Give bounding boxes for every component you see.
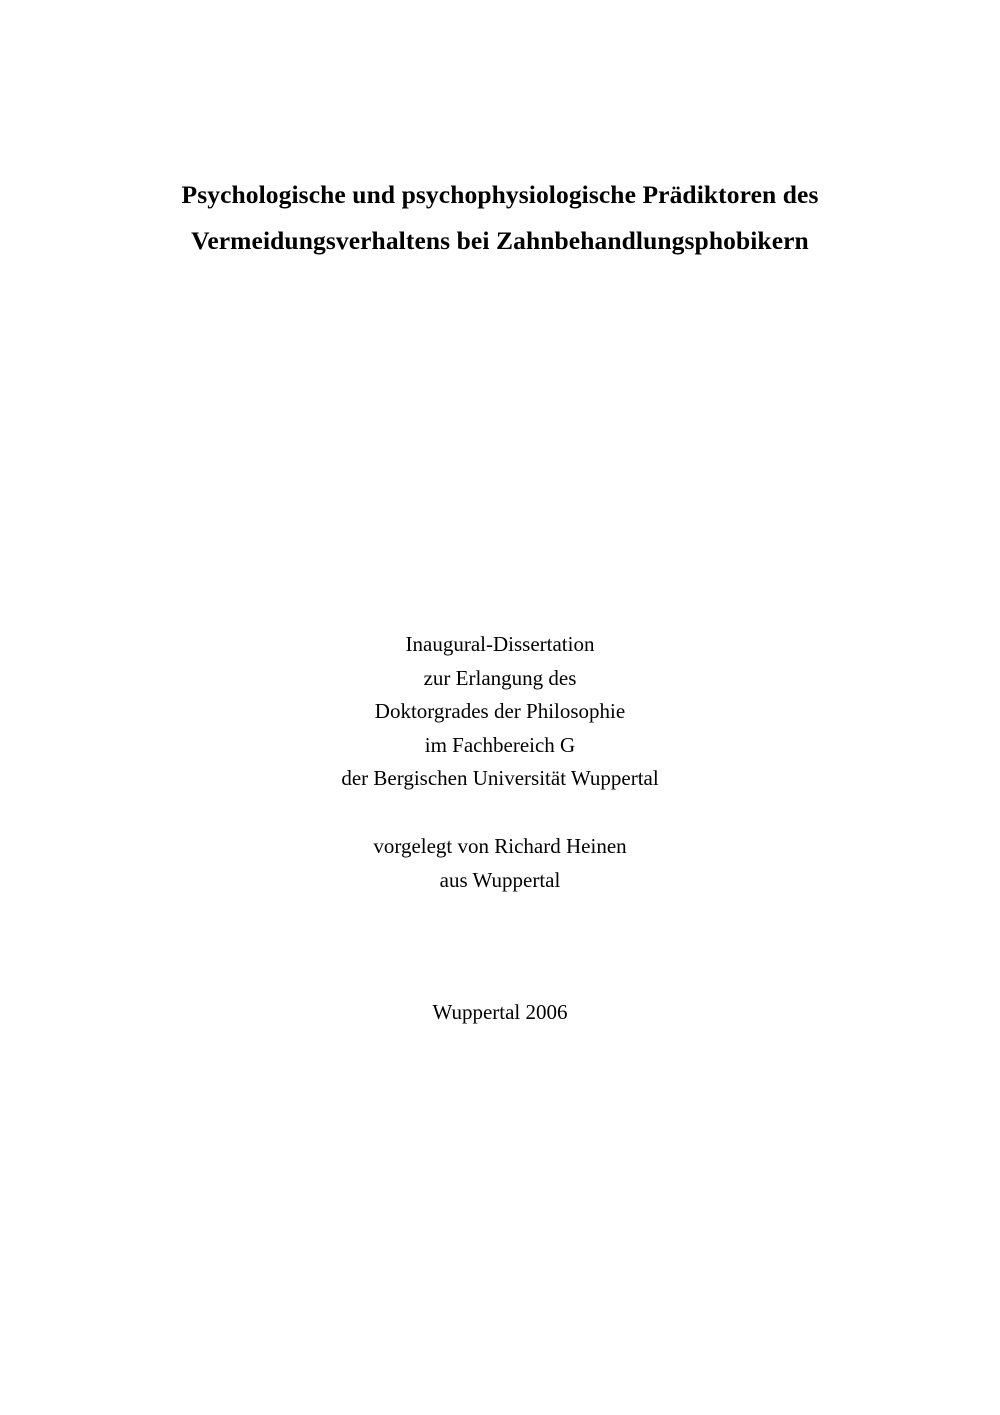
author-statement — [0, 830, 1000, 897]
author-line-1: vorgelegt von Richard Heinen — [373, 834, 627, 858]
author-line-2: aus Wuppertal — [439, 867, 561, 892]
degree-line-4: im Fachbereich G — [424, 732, 576, 757]
degree-statement — [0, 628, 1000, 796]
place-and-year — [0, 996, 1000, 1030]
dissertation-title — [0, 172, 1000, 264]
title-line-1: Psychologische und psychophysiologische Prädiktoren des — [181, 180, 819, 209]
degree-line-3: Doktorgrades der Philosophie — [374, 699, 626, 723]
title-line-2: Vermeidungsverhaltens bei Zahnbehandlungsphobikern — [191, 226, 809, 255]
degree-line-1: Inaugural-Dissertation — [405, 632, 595, 656]
degree-line-2: zur Erlangung des — [423, 665, 577, 690]
place-line: Wuppertal 2006 — [432, 1000, 568, 1024]
degree-line-5: der Bergischen Universität Wuppertal — [341, 766, 659, 790]
